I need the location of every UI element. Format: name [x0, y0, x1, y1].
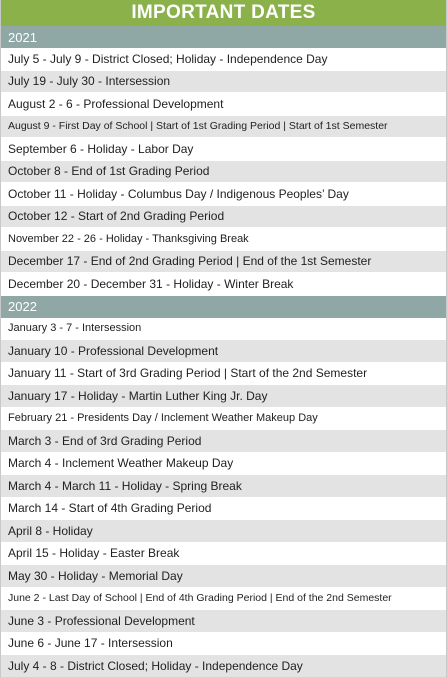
list-item: December 20 - December 31 - Holiday - Winter Break: [1, 273, 446, 296]
list-item: July 5 - July 9 - District Closed; Holiday - Independence Day: [1, 48, 446, 71]
list-item: October 8 - End of 1st Grading Period: [1, 161, 446, 184]
list-item: November 22 - 26 - Holiday - Thanksgiving Break: [1, 228, 446, 251]
list-item: August 9 - First Day of School | Start of 1st Grading Period | Start of 1st Semester: [1, 116, 446, 139]
list-item: March 4 - March 11 - Holiday - Spring Break: [1, 475, 446, 498]
list-item: May 30 - Holiday - Memorial Day: [1, 565, 446, 588]
year-heading-2022: 2022: [1, 296, 446, 318]
list-item: August 2 - 6 - Professional Development: [1, 93, 446, 116]
list-item: March 3 - End of 3rd Grading Period: [1, 430, 446, 453]
list-item: April 8 - Holiday: [1, 520, 446, 543]
list-item: January 11 - Start of 3rd Grading Period | Start of the 2nd Semester: [1, 363, 446, 386]
list-item: March 4 - Inclement Weather Makeup Day: [1, 453, 446, 476]
list-item: December 17 - End of 2nd Grading Period | End of the 1st Semester: [1, 251, 446, 274]
list-item: February 21 - Presidents Day / Inclement Weather Makeup Day: [1, 408, 446, 431]
year-heading-2021: 2021: [1, 26, 446, 48]
list-item: October 11 - Holiday - Columbus Day / Indigenous Peoples’ Day: [1, 183, 446, 206]
list-item: January 3 - 7 - Intersession: [1, 318, 446, 341]
list-item: June 2 - Last Day of School | End of 4th Grading Period | End of the 2nd Semester: [1, 588, 446, 611]
list-item: July 19 - July 30 - Intersession: [1, 71, 446, 94]
page-title: IMPORTANT DATES: [1, 0, 446, 26]
list-item: September 6 - Holiday - Labor Day: [1, 138, 446, 161]
list-item: March 14 - Start of 4th Grading Period: [1, 498, 446, 521]
list-item: June 3 - Professional Development: [1, 610, 446, 633]
list-item: January 10 - Professional Development: [1, 340, 446, 363]
list-item: October 12 - Start of 2nd Grading Period: [1, 206, 446, 229]
list-item: January 17 - Holiday - Martin Luther King Jr. Day: [1, 385, 446, 408]
list-item: April 15 - Holiday - Easter Break: [1, 543, 446, 566]
list-item: June 6 - June 17 - Intersession: [1, 633, 446, 656]
list-item: July 4 - 8 - District Closed; Holiday - Independence Day: [1, 655, 446, 677]
